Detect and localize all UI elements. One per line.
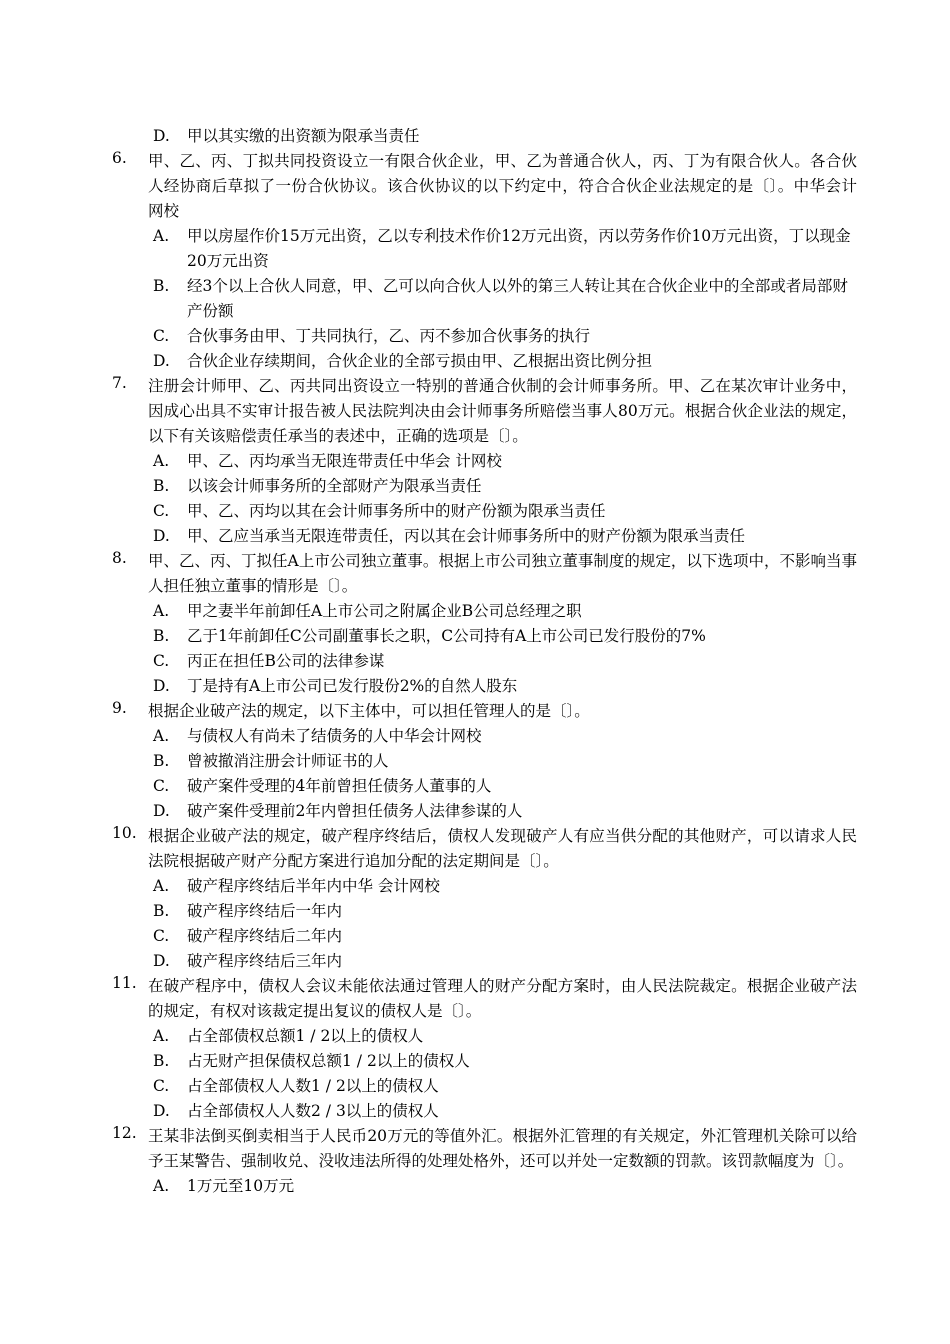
option-q8-c bbox=[112, 649, 857, 674]
option-label: C. bbox=[153, 652, 170, 670]
question-number: 11. bbox=[112, 974, 137, 992]
option-label: B. bbox=[153, 627, 170, 645]
option-text: 甲以其实缴的出资额为限承当责任 bbox=[187, 127, 420, 145]
option-q10-b bbox=[112, 899, 857, 924]
option-label: C. bbox=[153, 502, 170, 520]
question-9 bbox=[112, 699, 857, 724]
option-q8-b bbox=[112, 624, 857, 649]
option-q8-d bbox=[112, 674, 857, 699]
option-label: B. bbox=[153, 1052, 170, 1070]
option-label: A. bbox=[153, 602, 170, 620]
option-label: B. bbox=[153, 902, 170, 920]
option-text: 经3个以上合伙人同意，甲、乙可以向合伙人以外的第三人转让其在合伙企业中的全部或者局部财产份额 bbox=[187, 277, 848, 320]
option-q6-c bbox=[112, 324, 857, 349]
option-text: 破产程序终结后三年内 bbox=[187, 952, 343, 970]
question-text: 注册会计师甲、乙、丙共同出资设立一特别的普通合伙制的会计师事务所。甲、乙在某次审计业务中，因成心出具不实审计报告被人民法院判决由会计师事务所赔偿当事人80万元。根据合伙企业法的规定，以下有关该赔偿责任承当的表述中，正确的选项是〔〕。 bbox=[148, 377, 857, 445]
question-text: 在破产程序中，债权人会议未能依法通过管理人的财产分配方案时，由人民法院裁定。根据企业破产法的规定，有权对该裁定提出复议的债权人是〔〕。 bbox=[148, 977, 857, 1020]
option-text: 占全部债权人人数2 / 3以上的债权人 bbox=[187, 1102, 439, 1120]
option-q7-d bbox=[112, 524, 857, 549]
question-number: 6. bbox=[112, 149, 127, 167]
option-text: 乙于1年前卸任C公司副董事长之职，C公司持有A上市公司已发行股份的7% bbox=[187, 627, 706, 645]
option-label: A. bbox=[153, 1027, 170, 1045]
option-q10-d bbox=[112, 949, 857, 974]
question-text: 甲、乙、丙、丁拟共同投资设立一有限合伙企业，甲、乙为普通合伙人，丙、丁为有限合伙人。各合伙人经协商后草拟了一份合伙协议。该合伙协议的以下约定中，符合合伙企业法规定的是〔〕。中华会计 网校 bbox=[148, 152, 857, 220]
option-label: A. bbox=[153, 227, 170, 245]
option-label: A. bbox=[153, 452, 170, 470]
question-text: 甲、乙、丙、丁拟任A上市公司独立董事。根据上市公司独立董事制度的规定，以下选项中，不影响当事人担任独立董事的情形是〔〕。 bbox=[148, 552, 857, 595]
question-text: 根据企业破产法的规定，以下主体中，可以担任管理人的是〔〕。 bbox=[148, 702, 590, 720]
option-label: C. bbox=[153, 1077, 170, 1095]
option-label: D. bbox=[153, 127, 170, 145]
option-q9-a bbox=[112, 724, 857, 749]
question-8 bbox=[112, 549, 857, 599]
option-q6-b bbox=[112, 274, 857, 324]
question-6 bbox=[112, 149, 857, 224]
option-q7-c bbox=[112, 499, 857, 524]
option-q9-c bbox=[112, 774, 857, 799]
option-label: D. bbox=[153, 802, 170, 820]
option-text: 破产案件受理的4年前曾担任债务人董事的人 bbox=[187, 777, 492, 795]
option-q6-d bbox=[112, 349, 857, 374]
question-10 bbox=[112, 824, 857, 874]
option-text: 曾被撤消注册会计师证书的人 bbox=[187, 752, 389, 770]
question-11 bbox=[112, 974, 857, 1024]
option-q11-a bbox=[112, 1024, 857, 1049]
question-number: 9. bbox=[112, 699, 127, 717]
option-label: D. bbox=[153, 352, 170, 370]
option-text: 占全部债权总额1 / 2以上的债权人 bbox=[187, 1027, 424, 1045]
option-q7-b bbox=[112, 474, 857, 499]
question-12 bbox=[112, 1124, 857, 1174]
question-number: 10. bbox=[112, 824, 137, 842]
option-label: C. bbox=[153, 927, 170, 945]
option-q7-a bbox=[112, 449, 857, 474]
option-text: 甲之妻半年前卸任A上市公司之附属企业B公司总经理之职 bbox=[187, 602, 582, 620]
option-label: C. bbox=[153, 327, 170, 345]
option-q10-a bbox=[112, 874, 857, 899]
option-text: 丁是持有A上市公司已发行股份2%的自然人股东 bbox=[187, 677, 518, 695]
option-q11-b bbox=[112, 1049, 857, 1074]
option-label: D. bbox=[153, 677, 170, 695]
question-list bbox=[112, 124, 857, 1199]
question-number: 8. bbox=[112, 549, 127, 567]
option-text: 甲、乙、丙均承当无限连带责任中华会 计网校 bbox=[187, 452, 502, 470]
option-text: 合伙事务由甲、丁共同执行，乙、丙不参加合伙事务的执行 bbox=[187, 327, 591, 345]
option-text: 甲、乙应当承当无限连带责任，丙以其在会计师事务所中的财产份额为限承当责任 bbox=[187, 527, 746, 545]
option-q12-a bbox=[112, 1174, 857, 1199]
question-text: 王某非法倒买倒卖相当于人民币20万元的等值外汇。根据外汇管理的有关规定，外汇管理机关除可以给予王某警告、强制收兑、没收违法所得的处理处格外，还可以并处一定数额的罚款。该罚款幅度为〔〕。 bbox=[148, 1127, 857, 1170]
question-number: 7. bbox=[112, 374, 127, 392]
option-text: 占全部债权人人数1 / 2以上的债权人 bbox=[187, 1077, 439, 1095]
option-text: 与债权人有尚未了结债务的人中华会计网校 bbox=[187, 727, 482, 745]
option-text: 以该会计师事务所的全部财产为限承当责任 bbox=[187, 477, 482, 495]
option-label: B. bbox=[153, 477, 170, 495]
option-q5-d bbox=[112, 124, 857, 149]
option-q8-a bbox=[112, 599, 857, 624]
option-q11-c bbox=[112, 1074, 857, 1099]
option-q10-c bbox=[112, 924, 857, 949]
option-label: D. bbox=[153, 952, 170, 970]
option-label: B. bbox=[153, 277, 170, 295]
option-text: 甲、乙、丙均以其在会计师事务所中的财产份额为限承当责任 bbox=[187, 502, 606, 520]
option-q11-d bbox=[112, 1099, 857, 1124]
option-label: D. bbox=[153, 527, 170, 545]
option-text: 甲以房屋作价15万元出资，乙以专利技术作价12万元出资，丙以劳务作价10万元出资，丁以现金20万元出资 bbox=[187, 227, 851, 270]
option-q9-b bbox=[112, 749, 857, 774]
option-label: A. bbox=[153, 727, 170, 745]
option-q9-d bbox=[112, 799, 857, 824]
option-label: C. bbox=[153, 777, 170, 795]
option-label: A. bbox=[153, 1177, 170, 1195]
question-text: 根据企业破产法的规定，破产程序终结后，债权人发现破产人有应当供分配的其他财产，可以请求人民法院根据破产财产分配方案进行追加分配的法定期间是〔〕。 bbox=[148, 827, 857, 870]
option-label: B. bbox=[153, 752, 170, 770]
option-text: 破产程序终结后一年内 bbox=[187, 902, 343, 920]
option-text: 占无财产担保债权总额1 / 2以上的债权人 bbox=[187, 1052, 470, 1070]
option-text: 1万元至10万元 bbox=[187, 1177, 295, 1195]
option-text: 破产案件受理前2年内曾担任债务人法律参谋的人 bbox=[187, 802, 523, 820]
option-text: 破产程序终结后半年内中华 会计网校 bbox=[187, 877, 440, 895]
option-text: 合伙企业存续期间，合伙企业的全部亏损由甲、乙根据出资比例分担 bbox=[187, 352, 653, 370]
option-q6-a bbox=[112, 224, 857, 274]
option-label: D. bbox=[153, 1102, 170, 1120]
question-7 bbox=[112, 374, 857, 449]
option-text: 破产程序终结后二年内 bbox=[187, 927, 343, 945]
question-number: 12. bbox=[112, 1124, 137, 1142]
option-text: 丙正在担任B公司的法律参谋 bbox=[187, 652, 385, 670]
option-label: A. bbox=[153, 877, 170, 895]
